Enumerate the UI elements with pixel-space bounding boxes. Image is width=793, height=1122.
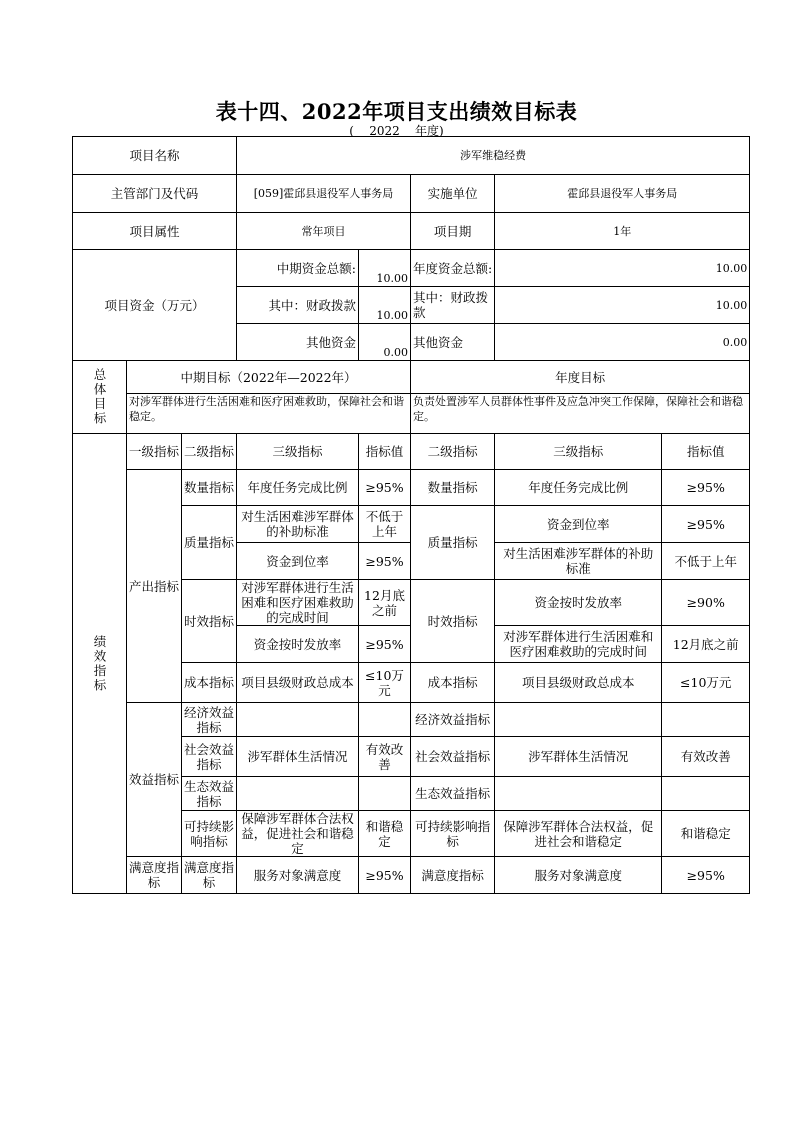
mid-quantity-item: 年度任务完成比例 <box>237 470 359 506</box>
econ-benefit-indicator: 经济效益指标 <box>182 703 237 737</box>
social-benefit-indicator-year: 社会效益指标 <box>411 737 495 777</box>
cost-indicator-year: 成本指标 <box>411 663 495 703</box>
year-goal-text: 负责处置涉军人员群体性事件及应急冲突工作保障，保障社会和谐稳定。 <box>411 394 750 434</box>
level3-header-year: 三级指标 <box>495 434 662 470</box>
mid-total-value: 10.00 <box>359 250 411 287</box>
mid-cost-value: ≤10万元 <box>359 663 411 703</box>
year-quality-item-2: 对生活困难涉军群体的补助标准 <box>495 543 662 580</box>
satisfaction-level2: 满意度指标 <box>182 857 237 894</box>
year-satisfaction-value: ≥95% <box>662 857 750 894</box>
mid-fiscal-value: 10.00 <box>359 287 411 324</box>
year-timely-value-1: ≥90% <box>662 580 750 626</box>
subtitle-open: ( <box>349 124 354 138</box>
year-sustain-value: 和谐稳定 <box>662 811 750 857</box>
period-value: 1年 <box>495 213 750 250</box>
subtitle-year: 2022 <box>369 124 400 138</box>
attr-label: 项目属性 <box>73 213 237 250</box>
mid-other-value: 0.00 <box>359 324 411 361</box>
mid-eco-item <box>237 777 359 811</box>
mid-other-label: 其他资金 <box>237 324 359 361</box>
mid-quality-value-2: ≥95% <box>359 543 411 580</box>
level2-header-year: 二级指标 <box>411 434 495 470</box>
eco-benefit-indicator: 生态效益指标 <box>182 777 237 811</box>
mid-sustain-item: 保障涉军群体合法权益，促进社会和谐稳定 <box>237 811 359 857</box>
mid-satisfaction-value: ≥95% <box>359 857 411 894</box>
quantity-indicator: 数量指标 <box>182 470 237 506</box>
mid-sustain-value: 和谐稳定 <box>359 811 411 857</box>
mid-quality-item-2: 资金到位率 <box>237 543 359 580</box>
year-sustain-item: 保障涉军群体合法权益，促进社会和谐稳定 <box>495 811 662 857</box>
year-eco-item <box>495 777 662 811</box>
project-name-label: 项目名称 <box>73 137 237 175</box>
mid-eco-value <box>359 777 411 811</box>
year-total-label: 年度资金总额: <box>411 250 495 287</box>
subtitle-unit: 年度) <box>415 124 444 138</box>
year-quality-item-1: 资金到位率 <box>495 506 662 543</box>
impl-unit-label: 实施单位 <box>411 175 495 213</box>
mid-social-item: 涉军群体生活情况 <box>237 737 359 777</box>
dept-label: 主管部门及代码 <box>73 175 237 213</box>
value-header: 指标值 <box>359 434 411 470</box>
year-fiscal-label: 其中：财政拨款 <box>411 287 495 324</box>
output-indicator: 产出指标 <box>127 470 182 703</box>
quantity-indicator-year: 数量指标 <box>411 470 495 506</box>
mid-cost-item: 项目县级财政总成本 <box>237 663 359 703</box>
mid-timely-item-2: 资金按时发放率 <box>237 626 359 663</box>
value-header-year: 指标值 <box>662 434 750 470</box>
mid-econ-value <box>359 703 411 737</box>
project-name-value: 涉军维稳经费 <box>237 137 750 175</box>
year-quality-value-1: ≥95% <box>662 506 750 543</box>
year-other-value: 0.00 <box>495 324 750 361</box>
year-social-value: 有效改善 <box>662 737 750 777</box>
year-cost-value: ≤10万元 <box>662 663 750 703</box>
mid-satisfaction-item: 服务对象满意度 <box>237 857 359 894</box>
impl-unit-value: 霍邱县退役军人事务局 <box>495 175 750 213</box>
year-quantity-item: 年度任务完成比例 <box>495 470 662 506</box>
cost-indicator: 成本指标 <box>182 663 237 703</box>
level2-header: 二级指标 <box>182 434 237 470</box>
year-social-item: 涉军群体生活情况 <box>495 737 662 777</box>
page-title: 表十四、2022年项目支出绩效目标表 <box>215 99 578 124</box>
year-timely-item-2: 对涉军群体进行生活困难和医疗困难救助的完成时间 <box>495 626 662 663</box>
timely-indicator: 时效指标 <box>182 580 237 663</box>
year-goal-header: 年度目标 <box>411 361 750 394</box>
econ-benefit-indicator-year: 经济效益指标 <box>411 703 495 737</box>
year-timely-value-2: 12月底之前 <box>662 626 750 663</box>
year-fiscal-value: 10.00 <box>495 287 750 324</box>
mid-goal-header: 中期目标（2022年—2022年） <box>127 361 411 394</box>
level1-header: 一级指标 <box>127 434 182 470</box>
quality-indicator-year: 质量指标 <box>411 506 495 580</box>
timely-indicator-year: 时效指标 <box>411 580 495 663</box>
mid-quality-value-1: 不低于上年 <box>359 506 411 543</box>
mid-quality-item-1: 对生活困难涉军群体的补助标准 <box>237 506 359 543</box>
mid-total-label: 中期资金总额: <box>237 250 359 287</box>
period-label: 项目期 <box>411 213 495 250</box>
year-timely-item-1: 资金按时发放率 <box>495 580 662 626</box>
funds-label: 项目资金（万元） <box>73 250 237 361</box>
year-total-value: 10.00 <box>495 250 750 287</box>
dept-value: [059]霍邱县退役军人事务局 <box>237 175 411 213</box>
mid-goal-text: 对涉军群体进行生活困难和医疗困难救助，保障社会和谐稳定。 <box>127 394 411 434</box>
year-quality-value-2: 不低于上年 <box>662 543 750 580</box>
year-other-label: 其他资金 <box>411 324 495 361</box>
satisfaction-level2-year: 满意度指标 <box>411 857 495 894</box>
year-satisfaction-item: 服务对象满意度 <box>495 857 662 894</box>
benefit-indicator: 效益指标 <box>127 703 182 857</box>
mid-timely-item-1: 对涉军群体进行生活困难和医疗困难救助的完成时间 <box>237 580 359 626</box>
mid-timely-value-1: 12月底之前 <box>359 580 411 626</box>
performance-target-table <box>72 136 750 894</box>
sustain-indicator: 可持续影响指标 <box>182 811 237 857</box>
perf-indicator-label: 绩效指标 <box>73 434 127 894</box>
quality-indicator: 质量指标 <box>182 506 237 580</box>
year-quantity-value: ≥95% <box>662 470 750 506</box>
social-benefit-indicator: 社会效益指标 <box>182 737 237 777</box>
year-econ-item <box>495 703 662 737</box>
sustain-indicator-year: 可持续影响指标 <box>411 811 495 857</box>
year-econ-value <box>662 703 750 737</box>
level3-header: 三级指标 <box>237 434 359 470</box>
mid-social-value: 有效改善 <box>359 737 411 777</box>
attr-value: 常年项目 <box>237 213 411 250</box>
mid-quantity-value: ≥95% <box>359 470 411 506</box>
year-eco-value <box>662 777 750 811</box>
eco-benefit-indicator-year: 生态效益指标 <box>411 777 495 811</box>
mid-econ-item <box>237 703 359 737</box>
mid-fiscal-label: 其中：财政拨款 <box>237 287 359 324</box>
satisfaction-level1: 满意度指标 <box>127 857 182 894</box>
mid-timely-value-2: ≥95% <box>359 626 411 663</box>
year-cost-item: 项目县级财政总成本 <box>495 663 662 703</box>
overall-goal-label: 总体目标 <box>73 361 127 434</box>
